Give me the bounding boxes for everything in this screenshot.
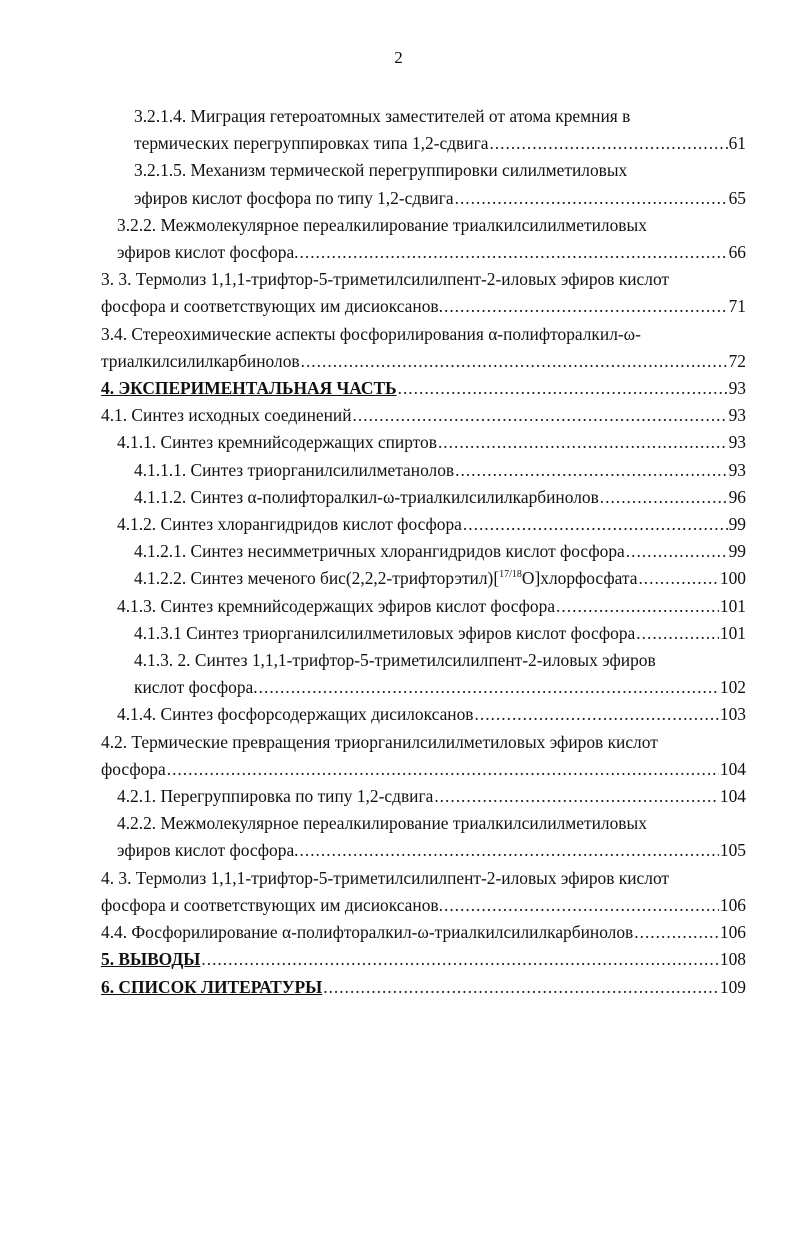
toc-page-number: 104 [719, 758, 746, 779]
toc-entry [101, 266, 746, 320]
toc-entry [101, 565, 746, 592]
toc-entry-line [101, 565, 746, 592]
toc-entry-title: 3.2.1.5. Механизм термической перегруппировки силилметиловых [134, 160, 628, 181]
toc-entry-title: 4.1.3.1 Синтез триорганилсилилметиловых эфиров кислот фосфора [134, 622, 636, 643]
toc-entry-line [101, 511, 746, 538]
dot-leader [463, 511, 728, 538]
table-of-contents [101, 103, 746, 1001]
toc-entry-line [101, 892, 746, 919]
toc-page-number: 99 [728, 541, 746, 562]
toc-title-part: O]хлорфосфата [521, 568, 638, 589]
dot-leader [438, 429, 728, 456]
toc-page-number: 93 [728, 378, 746, 399]
toc-entry-title: 5. ВЫВОДЫ [101, 949, 201, 970]
toc-page-number: 66 [728, 242, 746, 263]
toc-page-number: 103 [719, 704, 746, 725]
toc-entry-line [101, 293, 746, 320]
toc-page-number: 93 [728, 432, 746, 453]
toc-page-number: 71 [728, 296, 746, 317]
page-number: 2 [394, 48, 403, 67]
dot-leader [201, 946, 719, 973]
toc-entry-title-cont: фосфора [101, 758, 166, 779]
dot-leader [434, 783, 719, 810]
toc-page-number: 101 [719, 595, 746, 616]
toc-entry [101, 511, 746, 538]
dot-leader [626, 538, 728, 565]
toc-entry-title: 4.1.1.1. Синтез триорганилсилилметанолов [134, 459, 455, 480]
dot-leader [444, 293, 728, 320]
toc-entry-title: 4.1.3. Синтез кремнийсодержащих эфиров кислот фосфора [117, 595, 556, 616]
toc-entry-line [101, 239, 746, 266]
dot-leader [455, 185, 728, 212]
toc-entry-line [101, 837, 746, 864]
toc-entry-line [101, 674, 746, 701]
toc-page-number: 104 [719, 786, 746, 807]
dot-leader [444, 892, 719, 919]
toc-entry-title: 6. СПИСОК ЛИТЕРАТУРЫ [101, 976, 323, 997]
toc-entry-title: 4. ЭКСПЕРИМЕНТАЛЬНАЯ ЧАСТЬ [101, 378, 397, 399]
toc-entry [101, 321, 746, 375]
dot-leader [636, 620, 719, 647]
toc-entry [101, 212, 746, 266]
toc-page-number: 61 [728, 133, 746, 154]
toc-entry [101, 157, 746, 211]
toc-entry [101, 593, 746, 620]
toc-page-number: 99 [728, 514, 746, 535]
toc-title-part: 4.1.2.2. Синтез меченого бис(2,2,2-трифторэтил)[ [134, 568, 500, 589]
toc-entry-title: 3.4. Стереохимические аспекты фосфорилирования α-полифторалкил-ω- [101, 323, 641, 344]
toc-entry-line [101, 756, 746, 783]
toc-entry [101, 919, 746, 946]
toc-page-number: 109 [719, 976, 746, 997]
toc-entry [101, 783, 746, 810]
toc-entry-title: 4.2. Термические превращения триорганилсилилметиловых эфиров кислот [101, 731, 658, 752]
toc-entry-title-cont: триалкилсилилкарбинолов [101, 350, 300, 371]
toc-entry [101, 701, 746, 728]
toc-entry-line [101, 593, 746, 620]
toc-entry-title-cont: эфиров кислот фосфора по типу 1,2-сдвига [134, 187, 454, 208]
toc-entry-title: 4.1.1.2. Синтез α-полифторалкил-ω-триалкилсилилкарбинолов [134, 486, 599, 507]
toc-entry-title-cont: термических перегруппировках типа 1,2-сдвига [134, 133, 489, 154]
toc-entry-line [101, 919, 746, 946]
toc-entry [101, 402, 746, 429]
toc-entry-title: 4.1.2.1. Синтез несимметричных хлорангидридов кислот фосфора [134, 541, 625, 562]
toc-entry [101, 810, 746, 864]
toc-entry-title-cont: эфиров кислот фосфора. [117, 840, 299, 861]
toc-entry-title: 4.2.2. Межмолекулярное переалкилирование триалкилсилилметиловых [117, 813, 647, 834]
toc-entry-title: 4.1.3. 2. Синтез 1,1,1-трифтор-5-триметилсилилпент-2-иловых эфиров [134, 650, 656, 671]
toc-entry-line [101, 185, 746, 212]
toc-entry-line [101, 701, 746, 728]
dot-leader [323, 974, 719, 1001]
toc-page-number: 93 [728, 459, 746, 480]
toc-entry [101, 974, 746, 1001]
toc-entry-title: 4. 3. Термолиз 1,1,1-трифтор-5-триметилсилилпент-2-иловых эфиров кислот [101, 867, 670, 888]
toc-entry [101, 620, 746, 647]
toc-entry [101, 729, 746, 783]
toc-page-number: 102 [719, 677, 746, 698]
toc-entry-title-cont: фосфора и соответствующих им дисиоксанов. [101, 296, 443, 317]
dot-leader [300, 837, 719, 864]
toc-entry [101, 946, 746, 973]
toc-entry-title-cont: фосфора и соответствующих им дисиоксанов. [101, 894, 443, 915]
toc-entry [101, 103, 746, 157]
toc-entry-line [101, 375, 746, 402]
dot-leader [638, 565, 718, 592]
toc-entry-title: 3.2.2. Межмолекулярное переалкилирование триалкилсилилметиловых [117, 214, 647, 235]
toc-entry-line [101, 402, 746, 429]
toc-page-number: 106 [719, 922, 746, 943]
toc-entry-line [101, 946, 746, 973]
toc-entry-line [101, 620, 746, 647]
toc-page-number: 72 [728, 350, 746, 371]
dot-leader [556, 593, 719, 620]
dot-leader [455, 457, 727, 484]
dot-leader [489, 130, 727, 157]
dot-leader [300, 239, 728, 266]
toc-entry [101, 429, 746, 456]
toc-entry-title: 4.1.2. Синтез хлорангидридов кислот фосфора [117, 514, 462, 535]
toc-entry [101, 865, 746, 919]
toc-entry-line [101, 974, 746, 1001]
toc-entry-title: 3.2.1.4. Миграция гетероатомных заместителей от атома кремния в [134, 106, 631, 126]
toc-page-number: 105 [719, 840, 746, 861]
toc-entry-title: 4.4. Фосфорилирование α-полифторалкил-ω-триалкилсилилкарбинолов [101, 922, 634, 943]
toc-entry-title: 4.1. Синтез исходных соединений [101, 405, 352, 426]
toc-entry [101, 484, 746, 511]
dot-leader [634, 919, 719, 946]
dot-leader [600, 484, 728, 511]
toc-entry-line [101, 130, 746, 157]
dot-leader [259, 674, 719, 701]
dot-leader [301, 348, 728, 375]
toc-entry-line [101, 429, 746, 456]
toc-page-number: 101 [719, 622, 746, 643]
isotope-superscript: 17/18 [499, 569, 522, 581]
toc-entry-line [101, 538, 746, 565]
dot-leader [475, 701, 719, 728]
toc-entry-title: 4.1.4. Синтез фосфорсодержащих дисилоксанов [117, 704, 474, 725]
toc-page-number: 96 [728, 486, 746, 507]
toc-entry-line [101, 484, 746, 511]
toc-entry [101, 647, 746, 701]
toc-page-number: 93 [728, 405, 746, 426]
toc-entry-line [101, 348, 746, 375]
dot-leader [353, 402, 728, 429]
toc-entry-title: 4.1.1. Синтез кремнийсодержащих спиртов [117, 432, 437, 453]
dot-leader [398, 375, 728, 402]
toc-entry [101, 538, 746, 565]
toc-entry-title: 3. 3. Термолиз 1,1,1-трифтор-5-триметилсилилпент-2-иловых эфиров кислот [101, 269, 670, 290]
toc-entry [101, 457, 746, 484]
toc-page-number: 100 [719, 568, 746, 589]
toc-entry [101, 375, 746, 402]
toc-entry-title-cont: кислот фосфора. [134, 677, 258, 698]
toc-page-number: 108 [719, 949, 746, 970]
toc-entry-title-cont: эфиров кислот фосфора. [117, 242, 299, 263]
dot-leader [167, 756, 719, 783]
toc-entry-title [134, 565, 637, 592]
toc-entry-title: 4.2.1. Перегруппировка по типу 1,2-сдвига [117, 786, 434, 807]
toc-page-number: 106 [719, 894, 746, 915]
toc-entry-line [101, 783, 746, 810]
toc-entry-line [101, 457, 746, 484]
toc-page-number: 65 [728, 187, 746, 208]
